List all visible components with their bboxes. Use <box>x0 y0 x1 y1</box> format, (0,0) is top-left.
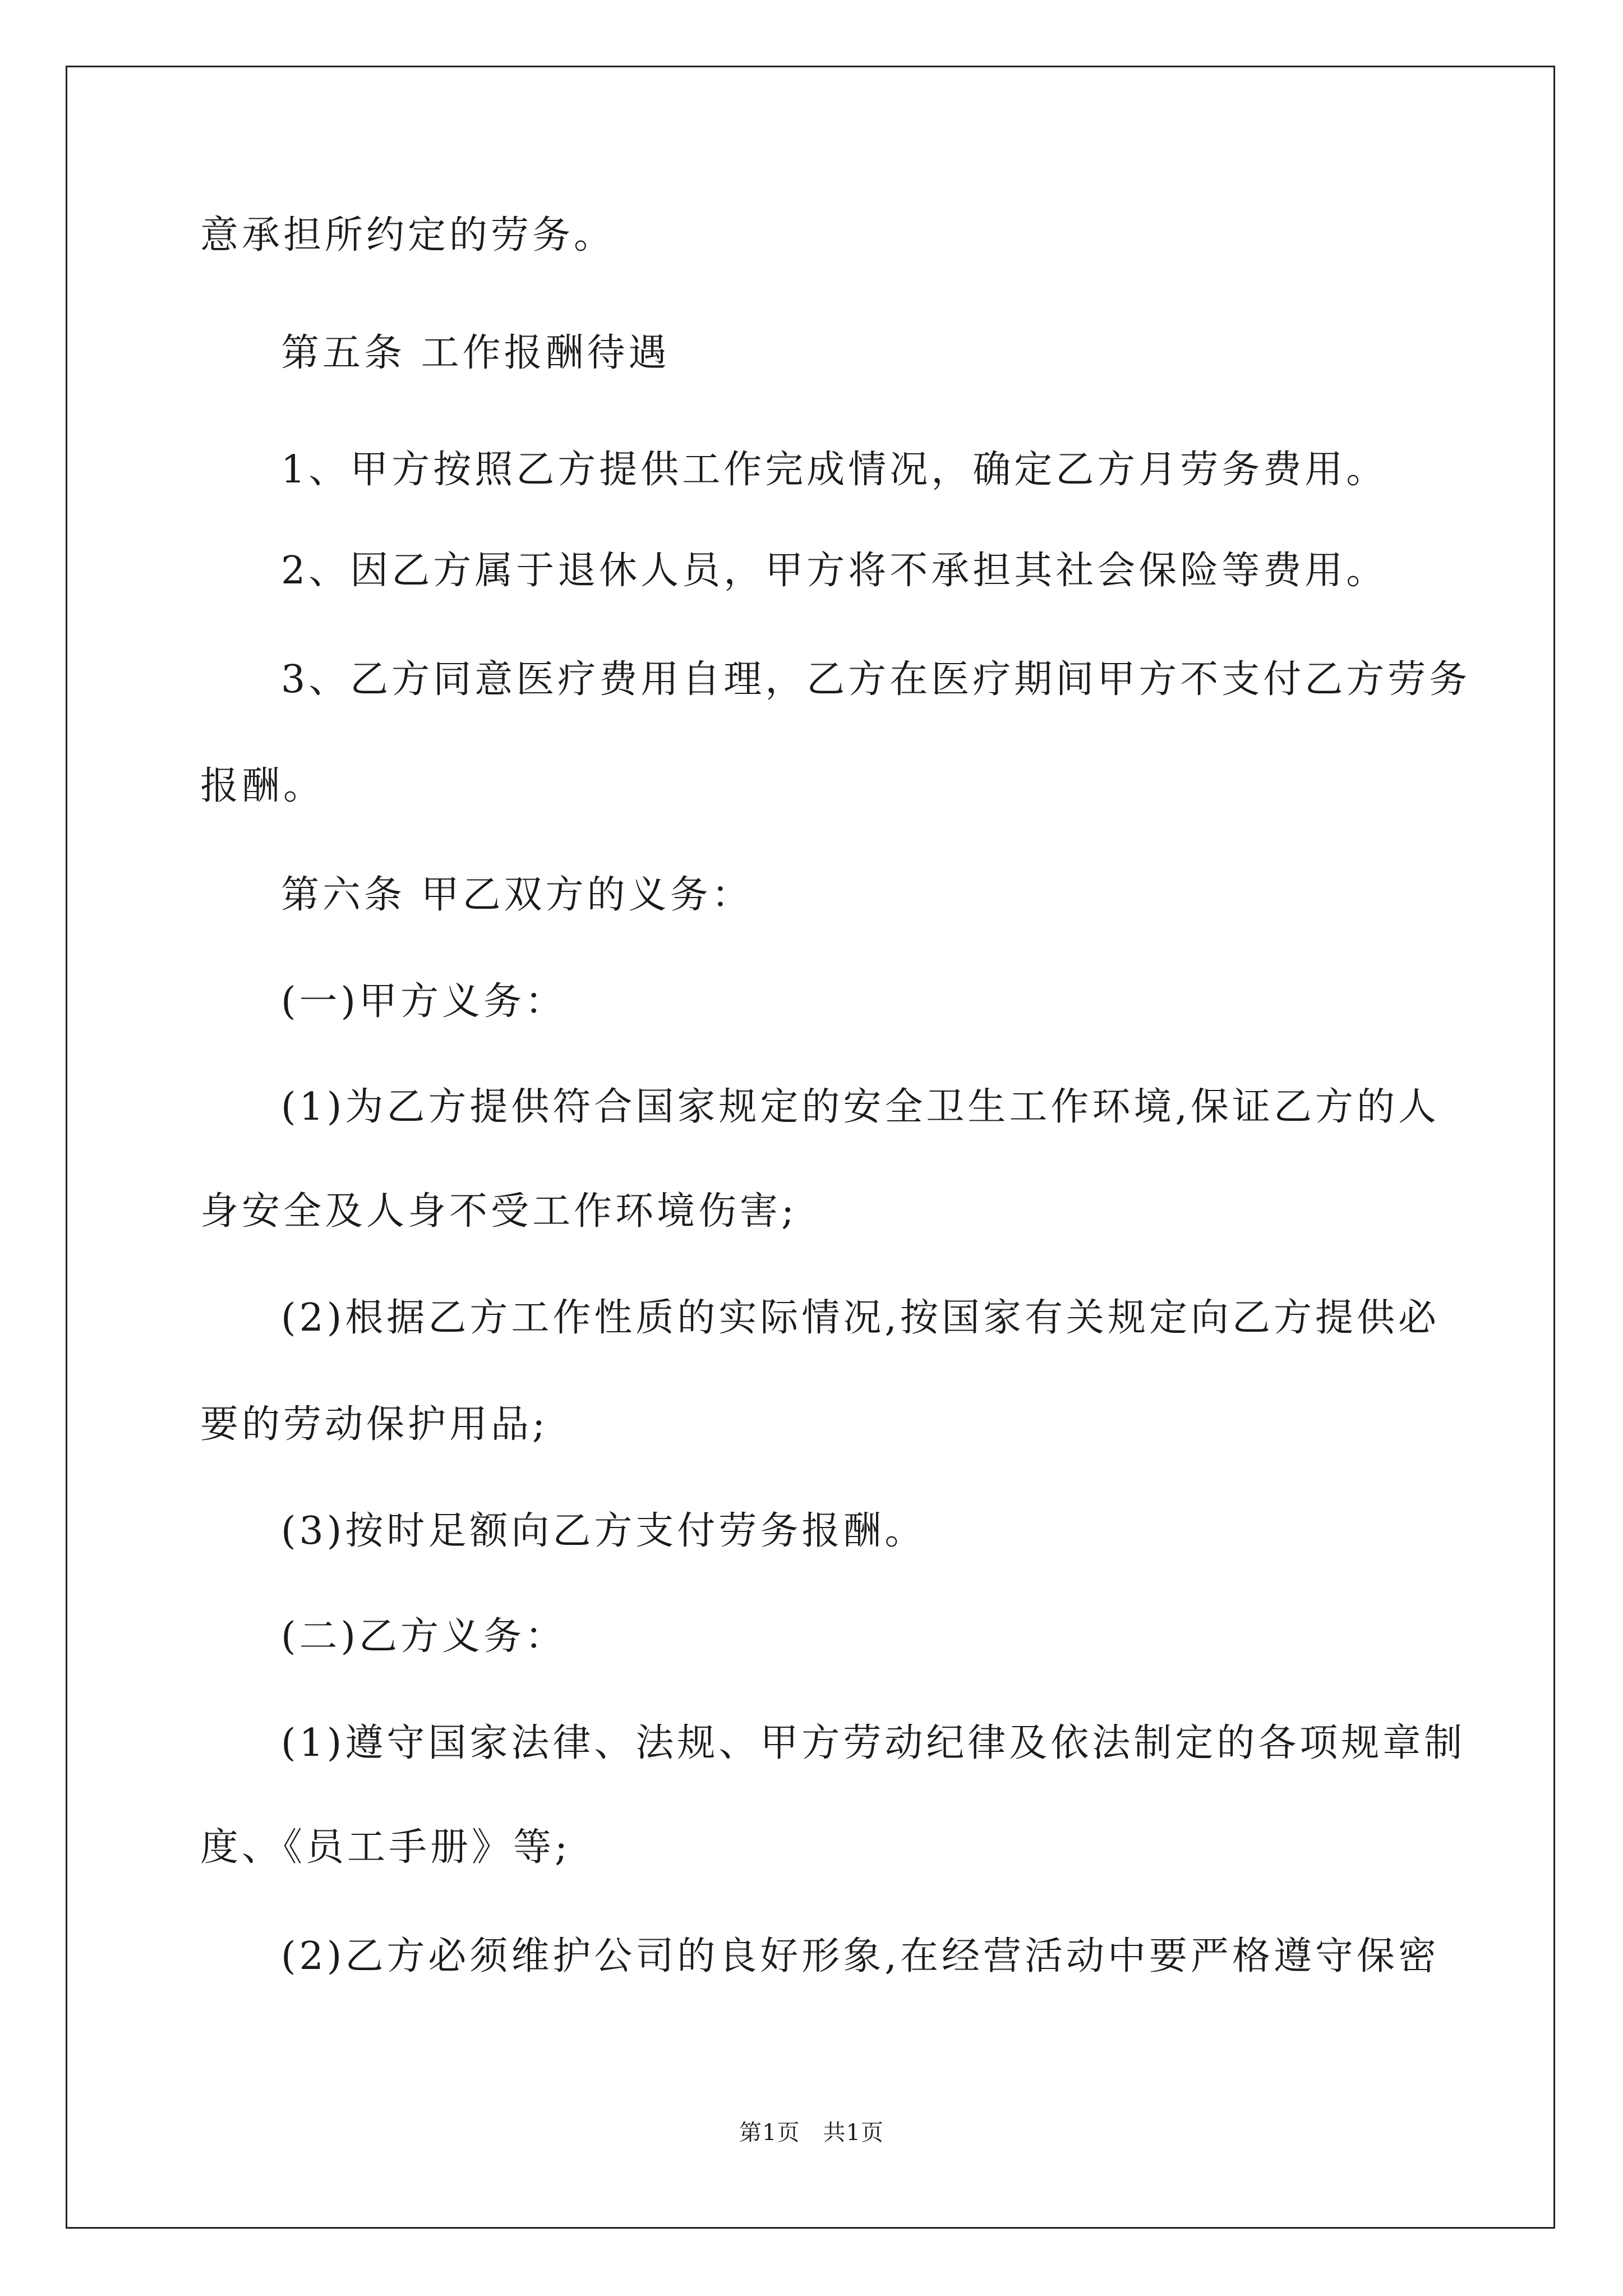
text-line: (1)遵守国家法律、法规、甲方劳动纪律及依法制定的各项规章制 <box>281 1721 1466 1765</box>
section-heading: 第六条 甲乙双方的义务： <box>281 873 753 917</box>
text-line: 身安全及人身不受工作环境伤害; <box>200 1189 797 1234</box>
text-line: 3、乙方同意医疗费用自理，乙方在医疗期间甲方不支付乙方劳务 <box>281 657 1471 702</box>
text-line: 要的劳动保护用品; <box>200 1402 548 1447</box>
page-border <box>66 66 1555 2229</box>
section-heading: 第五条 工作报酬待遇 <box>281 331 670 375</box>
text-line: (2)根据乙方工作性质的实际情况,按国家有关规定向乙方提供必 <box>281 1296 1440 1340</box>
text-line: 2、因乙方属于退休人员，甲方将不承担其社会保险等费用。 <box>281 549 1388 593</box>
text-line: (1)为乙方提供符合国家规定的安全卫生工作环境,保证乙方的人 <box>281 1085 1440 1129</box>
text-line: 意承担所约定的劳务。 <box>200 213 616 257</box>
page-footer: 第1页 共1页 <box>739 2120 884 2146</box>
text-line: (一)甲方义务： <box>281 979 567 1024</box>
text-line: (3)按时足额向乙方支付劳务报酬。 <box>281 1509 926 1553</box>
text-line: (2)乙方必须维护公司的良好形象,在经营活动中要严格遵守保密 <box>281 1934 1440 1978</box>
text-line: (二)乙方义务： <box>281 1614 567 1659</box>
text-line: 度、《员工手册》等; <box>200 1825 571 1870</box>
text-line: 1、甲方按照乙方提供工作完成情况，确定乙方月劳务费用。 <box>281 448 1388 492</box>
text-line: 报酬。 <box>200 764 325 808</box>
